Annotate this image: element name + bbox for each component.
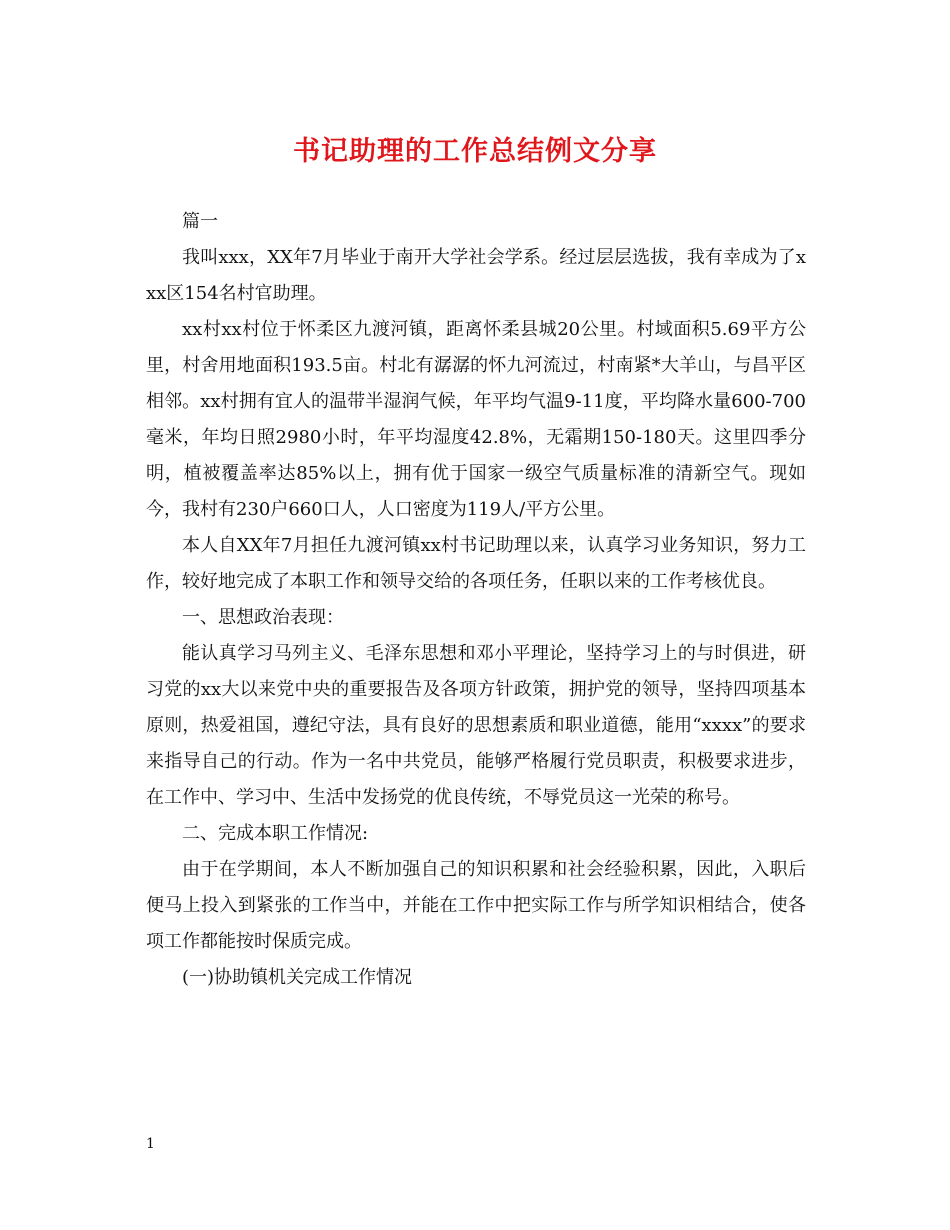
document-title: 书记助理的工作总结例文分享 <box>293 136 657 167</box>
document-body <box>146 204 806 996</box>
section-heading-political: 一、思想政治表现： <box>182 607 344 628</box>
section-heading-part-one: 篇一 <box>182 211 218 232</box>
page-number: 1 <box>146 1136 155 1152</box>
subsection-heading-assist: (一)协助镇机关完成工作情况 <box>182 967 413 988</box>
paragraph-work-summary: 本人自XX年7月担任九渡河镇xx村书记助理以来，认真学习业务知识，努力工作，较好地完成了本职工作和领导交给的各项任务，任职以来的工作考核优良。 <box>146 535 806 592</box>
paragraph-political-performance: 能认真学习马列主义、毛泽东思想和邓小平理论，坚持学习上的与时俱进，研习党的xx大以来党中央的重要报告及各项方针政策，拥护党的领导，坚持四项基本原则，热爱祖国，遵纪守法，具有良好的思想素质和职业道德，能用“xxxx”的要求来指导自己的行动。作为一名中共党员，能够严格履行党员职责，积极要求进步，在工作中、学习中、生活中发扬党的优良传统，不辱党员这一光荣的称号。 <box>146 643 806 808</box>
paragraph-village-description: xx村xx村位于怀柔区九渡河镇，距离怀柔县城20公里。村域面积5.69平方公里，村舍用地面积193.5亩。村北有潺潺的怀九河流过，村南紧*大羊山，与昌平区相邻。xx村拥有宜人的温带半湿润气候，年平均气温9-11度，平均降水量600-700毫米，年均日照2980小时，年平均湿度42.8%，无霜期150-180天。这里四季分明，植被覆盖率达85%以上，拥有优于国家一级空气质量标准的清新空气。现如今，我村有230户660口人，人口密度为119人/平方公里。 <box>146 319 806 520</box>
paragraph-duties: 由于在学期间，本人不断加强自己的知识积累和社会经验积累，因此，入职后便马上投入到紧张的工作当中，并能在工作中把实际工作与所学知识相结合，使各项工作都能按时保质完成。 <box>146 859 806 952</box>
section-heading-duties: 二、完成本职工作情况: <box>182 823 369 844</box>
paragraph-introduction: 我叫xxx，XX年7月毕业于南开大学社会学系。经过层层选拔，我有幸成为了xxx区154名村官助理。 <box>146 247 806 304</box>
